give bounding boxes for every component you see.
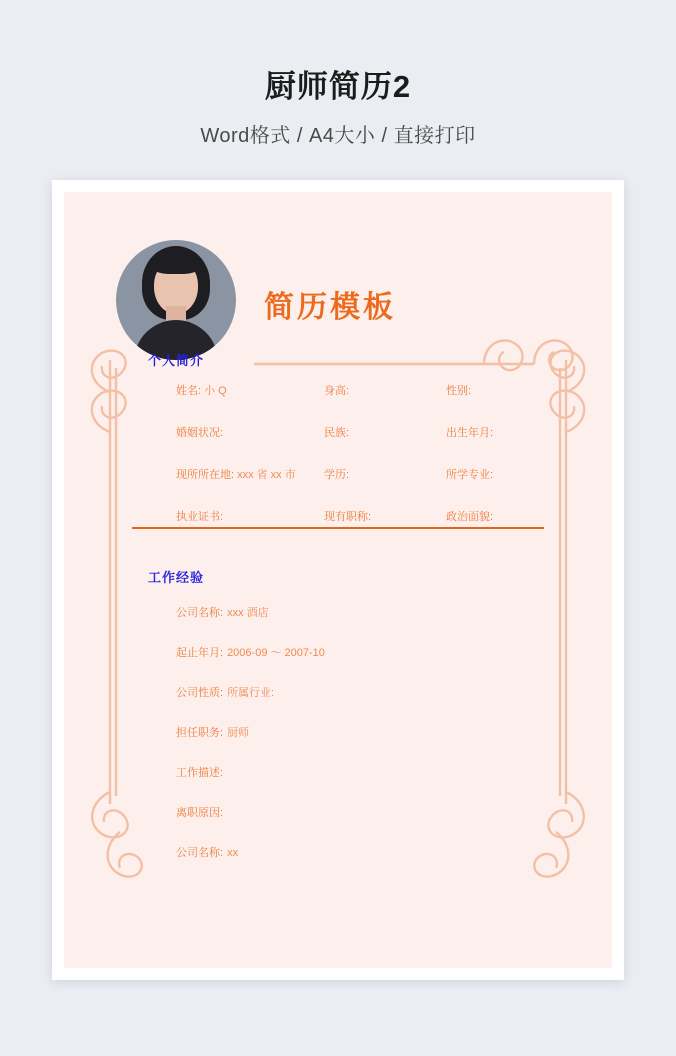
work-row-company-1 (176, 604, 269, 620)
page-subtitle: Word格式 / A4大小 / 直接打印 (200, 125, 476, 148)
work-label-position: 担任职务: (176, 727, 224, 739)
document-sheet (52, 180, 624, 980)
work-label-period: 起止年月: (176, 647, 224, 659)
resume-title: 简历模板 (264, 291, 396, 324)
field-marital (176, 424, 226, 440)
work-row-leave-reason (176, 804, 227, 820)
work-label-company-1: 公司名称: (176, 607, 224, 619)
section-title-profile: 个人简介 (148, 353, 205, 368)
field-political (446, 508, 496, 524)
work-row-nature (176, 684, 274, 700)
work-label-leave-reason: 离职原因: (176, 807, 224, 819)
resume-canvas (64, 192, 612, 968)
page-title: 厨师简历2 (264, 69, 412, 104)
field-major-label: 所学专业: (446, 469, 494, 481)
work-row-position (176, 724, 249, 740)
avatar (116, 240, 236, 360)
field-current-title (324, 508, 374, 524)
field-location (176, 466, 296, 482)
work-row-period (176, 644, 325, 660)
work-label-nature: 公司性质: (176, 687, 224, 699)
field-education-label: 学历: (324, 469, 350, 481)
work-value-period: 2006-09 ～ 2007-10 (227, 647, 325, 659)
field-location-label: 现所所在地: (176, 469, 235, 481)
field-birthdate-label: 出生年月: (446, 427, 494, 439)
field-location-value: xxx 省 xx 市 (237, 469, 296, 481)
field-gender-label: 性别: (446, 385, 472, 397)
section-divider (132, 527, 544, 529)
field-ethnicity-label: 民族: (324, 427, 350, 439)
field-political-label: 政治面貌: (446, 511, 494, 523)
work-value-company-2: xx (227, 847, 239, 859)
work-row-company-2 (176, 844, 238, 860)
field-name-label: 姓名: (176, 385, 202, 397)
field-education (324, 466, 352, 482)
work-row-description (176, 764, 227, 780)
field-name (176, 382, 227, 398)
work-label-company-2: 公司名称: (176, 847, 224, 859)
field-gender (446, 382, 474, 398)
section-title-work: 工作经验 (148, 570, 205, 585)
work-value-company-1: xxx 酒店 (227, 607, 269, 619)
work-value-position: 厨师 (227, 727, 250, 739)
field-license (176, 508, 226, 524)
work-value-industry: 所属行业: (227, 687, 275, 699)
field-name-value: 小 Q (204, 385, 227, 397)
field-current-title-label: 现有职称: (324, 511, 372, 523)
field-ethnicity (324, 424, 352, 440)
work-label-description: 工作描述: (176, 767, 224, 779)
field-major (446, 466, 496, 482)
field-height-label: 身高: (324, 385, 350, 397)
avatar-fringe (149, 252, 203, 274)
field-license-label: 执业证书: (176, 511, 224, 523)
field-height (324, 382, 352, 398)
page-header (0, 0, 676, 148)
field-birthdate (446, 424, 496, 440)
field-marital-label: 婚姻状况: (176, 427, 224, 439)
